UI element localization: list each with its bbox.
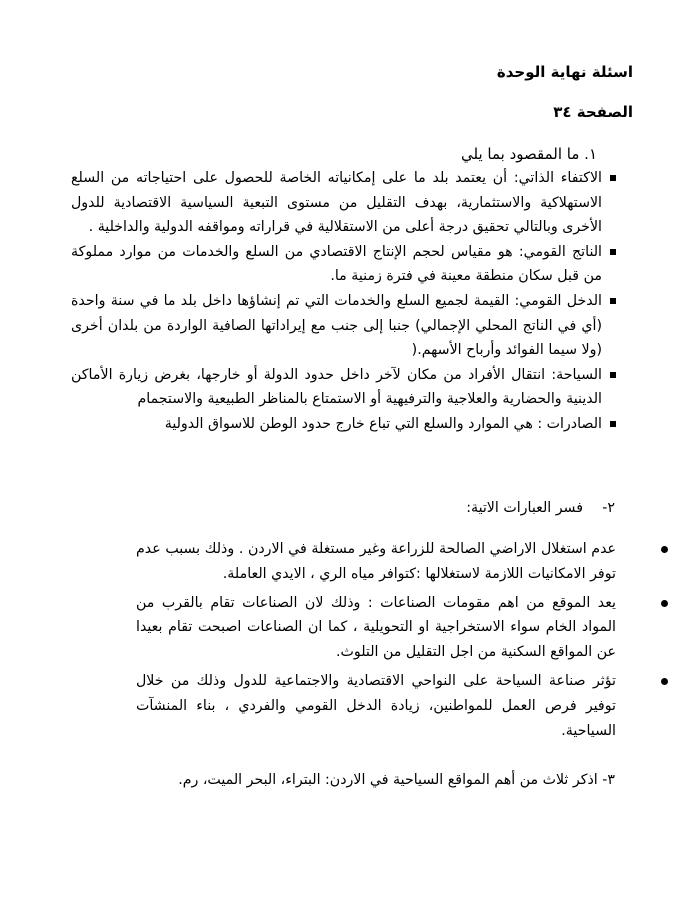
- definition-item: الناتج القومي: هو مقياس لحجم الإنتاج الاقتصادي من السلع والخدمات من موارد مملوكة من قبل سكان منطقة معينة في فترة زمنية ما.: [71, 240, 616, 289]
- definition-item: الاكتفاء الذاتي: أن يعتمد بلد ما على إمكانياته الخاصة للحصول على احتياجاته من السلع الاستهلاكية والاستثمارية، بهدف التقليل من مستوى التبعية السياسية الاقتصادية للدول الأخرى وبالتالي تحقيق درجة أعلى من الاستقلالية في قراراته ومواقفه الدولية والداخلية .: [71, 166, 616, 240]
- explanation-item: تؤثر صناعة السياحة على النواحي الاقتصادية والاجتماعية للدول وذلك من خلال توفير فرص العمل للمواطنين، زيادة الدخل القومي والفردي ، بناء المنشآت السياحية.: [136, 669, 616, 743]
- definition-item: الدخل القومي: القيمة لجميع السلع والخدمات التي تم إنشاؤها داخل بلد ما في سنة واحدة (أي في الناتج المحلي الإجمالي) جنبا إلى جنب مع إيراداتها الصافية الواردة من بلدان أخرى (ولا سيما الفوائد وأرباح الأسهم.(: [71, 289, 616, 363]
- explanation-item: عدم استغلال الاراضي الصالحة للزراعة وغير مستغلة في الاردن . وذلك بسبب عدم توفر الامكانيات اللازمة لاستغلالها :كتوافر مياه الري ، الايدي العاملة.: [136, 537, 616, 587]
- page-label: الصفحة ٣٤: [553, 103, 633, 121]
- definition-item: السياحة: انتقال الأفراد من مكان لآخر داخل حدود الدولة أو خارجها، بغرض زيارة الأماكن الدينية والحضارية والعلاجية والترفيهية أو الاستمتاع بالمناظر الطبيعية والاستجمام: [71, 363, 616, 412]
- definition-item: الصادرات : هي الموارد والسلع التي تباع خارج حدود الوطن للاسواق الدولية: [71, 412, 616, 437]
- unit-title: اسئلة نهاية الوحدة: [496, 63, 633, 81]
- question-3: ٣- اذكر ثلاث من أهم المواقع السياحية في الاردن: البتراء، البحر الميت، رم.: [178, 772, 615, 788]
- question-1-title: ١. ما المقصود بما يلي: [460, 145, 597, 163]
- question-2-number: ٢-: [602, 500, 615, 516]
- question-2-text: فسر العبارات الاتية:: [466, 500, 583, 516]
- question-1-list: [71, 166, 616, 437]
- question-2-list: [136, 537, 616, 747]
- question-2-title: [466, 500, 615, 516]
- explanation-item: يعد الموقع من اهم مقومات الصناعات : وذلك لان الصناعات تقام بالقرب من المواد الخام سواء الاستخراجية او التحويلية ، كما ان الصناعات اصبحت تقام بعيدا عن المواقع السكنية من اجل التقليل من التلوث.: [136, 591, 616, 665]
